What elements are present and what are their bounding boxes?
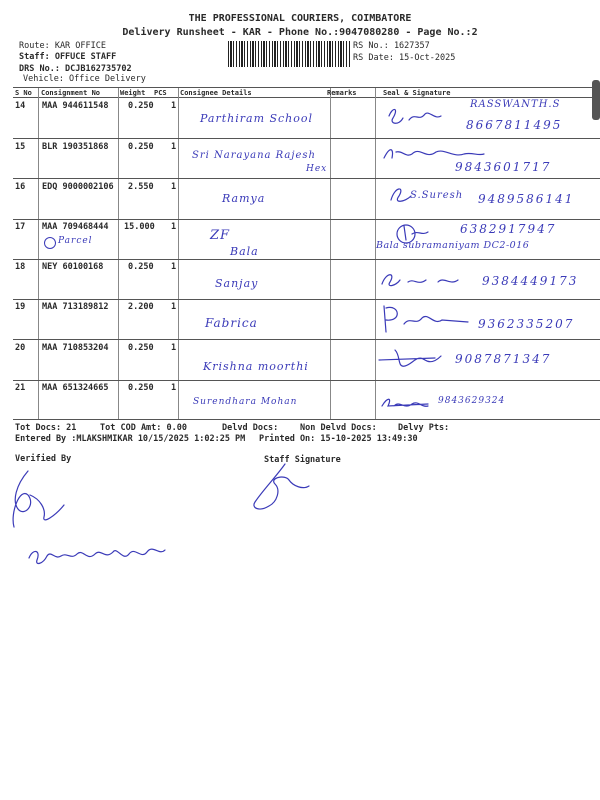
row-consignee-handwriting: Surendhara Mohan — [193, 397, 298, 407]
row-consignee-handwriting: Ramya — [222, 192, 266, 205]
row-consignment: MAA 710853204 — [42, 343, 109, 353]
row-pcs: 1 — [171, 182, 177, 192]
row-signature — [375, 346, 445, 374]
table-top-rule — [13, 87, 600, 88]
row-divider — [13, 380, 600, 381]
row-weight: 2.200 — [128, 302, 154, 312]
row-sno: 14 — [15, 101, 26, 111]
rs-number: RS No.: 1627357 — [353, 41, 430, 51]
total-cod: Tot COD Amt: 0.00 — [100, 423, 187, 433]
row-seal-name: RASSWANTH.S — [470, 99, 561, 110]
row-divider — [13, 339, 600, 340]
col-header-consignment: Consignment No — [41, 89, 101, 97]
row-consignment: MAA 944611548 — [42, 101, 109, 111]
row-consignment: NEY 60100168 — [42, 262, 104, 272]
row-pcs: 1 — [171, 142, 177, 152]
row-pcs: 1 — [171, 343, 177, 353]
row-sno: 15 — [15, 142, 26, 152]
row-phone: 9489586141 — [478, 192, 575, 206]
company-title: THE PROFESSIONAL COURIERS, COIMBATORE — [188, 13, 412, 24]
row-phone: 9362335207 — [478, 317, 575, 331]
row-divider — [13, 178, 600, 179]
verified-by-label: Verified By — [15, 454, 72, 464]
staff-text: Staff: OFFUCE STAFF — [19, 52, 117, 62]
row-weight: 15.000 — [124, 222, 155, 232]
row-signature — [385, 104, 445, 130]
barcode-image — [228, 41, 350, 67]
row-phone: 9843601717 — [455, 160, 552, 174]
row-divider — [13, 138, 600, 139]
row-sno: 18 — [15, 262, 26, 272]
scan-edge-mark — [592, 80, 600, 120]
row-phone: 9087871347 — [455, 352, 552, 366]
col-header-consignee: Consignee Details — [180, 89, 252, 97]
vehicle-text: Vehicle: Office Delivery — [23, 74, 146, 84]
delivered-docs: Delvd Docs: — [222, 423, 279, 433]
row-weight: 0.250 — [128, 101, 154, 111]
row-weight: 0.250 — [128, 343, 154, 353]
route-text: Route: KAR OFFICE — [19, 41, 106, 51]
row-sno: 17 — [15, 222, 26, 232]
verified-signature — [6, 465, 76, 535]
row-consignee-handwriting: ZF — [210, 228, 231, 243]
row-consignee-handwriting: Sri Narayana Rajesh — [192, 150, 316, 161]
non-delivered-docs: Non Delvd Docs: — [300, 423, 377, 433]
row-consignment: BLR 190351868 — [42, 142, 109, 152]
row-signature — [378, 302, 473, 334]
row-signature — [378, 268, 473, 294]
row-consignment: EDQ 9000002106 — [42, 182, 114, 192]
row-weight: 2.550 — [128, 182, 154, 192]
row-pcs: 1 — [171, 262, 177, 272]
row-sno: 20 — [15, 343, 26, 353]
row-divider — [13, 259, 600, 260]
drs-number: DRS No.: DCJB162735702 — [19, 64, 132, 74]
delivery-points: Delvy Pts: — [398, 423, 450, 433]
row-divider — [13, 219, 600, 220]
row-pcs: 1 — [171, 383, 177, 393]
col-header-seal: Seal & Signature — [383, 89, 451, 97]
row-phone: 6382917947 — [460, 222, 557, 236]
row-pcs: 1 — [171, 222, 177, 232]
row-pcs: 1 — [171, 302, 177, 312]
row-consignee-handwriting-2: Bala — [230, 245, 259, 258]
runsheet-subtitle: Delivery Runsheet - KAR - Phone No.:9047080280 - Page No.:2 — [122, 27, 478, 38]
row-consignee-handwriting: Parthiram School — [200, 112, 314, 125]
staff-signature — [245, 460, 315, 515]
row-sno: 21 — [15, 383, 26, 393]
row-weight: 0.250 — [128, 142, 154, 152]
row-weight: 0.250 — [128, 383, 154, 393]
row-weight: 0.250 — [128, 262, 154, 272]
row-consignee-handwriting: Krishna moorthi — [203, 360, 309, 373]
row-phone: 9843629324 — [438, 396, 506, 406]
table-header-rule — [13, 97, 600, 98]
printed-on: Printed On: 15-10-2025 13:49:30 — [259, 434, 418, 444]
row-consignment: MAA 713189812 — [42, 302, 109, 312]
col-header-sno: S No — [15, 89, 32, 97]
row-divider — [13, 299, 600, 300]
row-consignment: MAA 651324665 — [42, 383, 109, 393]
row-seal-name: Bala subramaniyam DC2-016 — [376, 240, 530, 251]
rs-date: RS Date: 15-Oct-2025 — [353, 53, 456, 63]
total-docs: Tot Docs: 21 — [15, 423, 77, 433]
row-phone: 9384449173 — [482, 274, 579, 288]
row-sno: 19 — [15, 302, 26, 312]
row-consignment-note: Parcel — [58, 236, 93, 246]
row-consignee-handwriting-2: Hex — [306, 164, 328, 174]
parcel-marker-icon — [44, 237, 56, 249]
table-bottom-rule — [13, 419, 600, 420]
col-header-remarks: Remarks — [327, 89, 357, 97]
row-phone: 8667811495 — [466, 118, 563, 132]
row-signature — [378, 394, 433, 416]
row-consignment: MAA 709468444 — [42, 222, 109, 232]
staff-signature-label: Staff Signature — [264, 455, 341, 465]
col-header-pcs: PCS — [154, 89, 167, 97]
verifier-name-handwriting — [25, 540, 175, 570]
row-sno: 16 — [15, 182, 26, 192]
row-consignee-handwriting: Sanjay — [215, 277, 259, 290]
entered-by: Entered By :MLAKSHMIKAR 10/15/2025 1:02:25 PM — [15, 434, 246, 444]
col-header-weight: Weight — [120, 89, 146, 97]
row-seal-name: S.Suresh — [410, 190, 464, 201]
row-consignee-handwriting: Fabrica — [205, 316, 258, 330]
row-pcs: 1 — [171, 101, 177, 111]
